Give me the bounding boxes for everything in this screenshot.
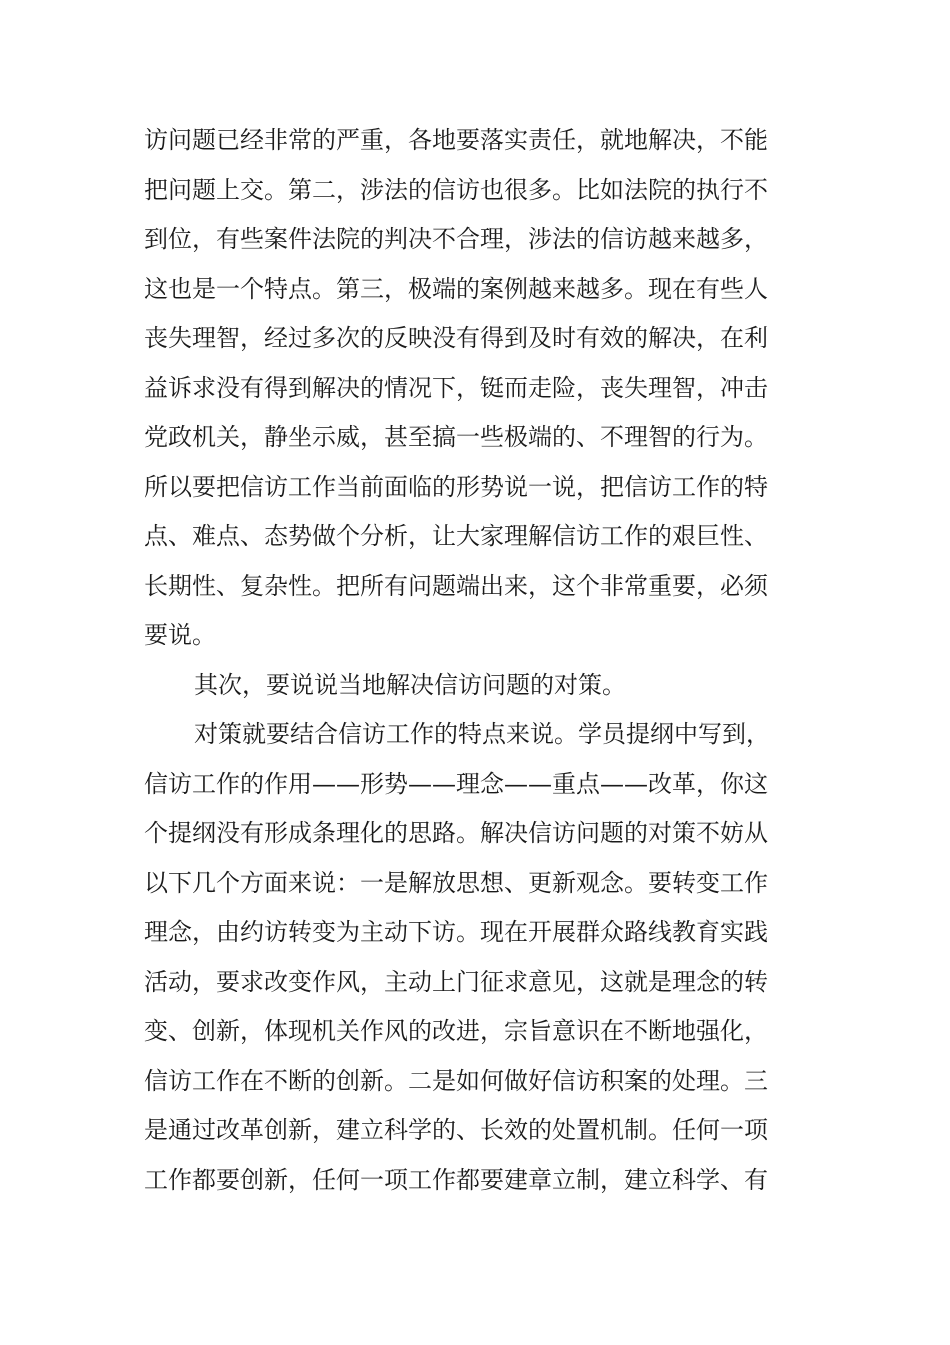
text-line: 信访工作在不断的创新。二是如何做好信访积案的处理。三 — [144, 1066, 768, 1095]
text-line: 个提纲没有形成条理化的思路。解决信访问题的对策不妨从 — [144, 819, 768, 847]
paragraph-3 — [144, 710, 770, 1205]
text-line: 党政机关，静坐示威，甚至搞一些极端的、不理智的行为。 — [144, 423, 768, 451]
text-line: 丧失理智，经过多次的反映没有得到及时有效的解决，在利 — [144, 324, 768, 352]
text-line: 长期性、复杂性。把所有问题端出来，这个非常重要，必须 — [144, 571, 768, 600]
text-line: 信访工作的作用——形势——理念——重点——改革，你这 — [144, 769, 768, 798]
text-line: 对策就要结合信访工作的特点来说。学员提纲中写到， — [194, 720, 770, 748]
text-line: 到位，有些案件法院的判决不合理，涉法的信访越来越多， — [144, 225, 768, 253]
text-line: 所以要把信访工作当前面临的形势说一说，把信访工作的特 — [144, 472, 768, 501]
text-line: 以下几个方面来说：一是解放思想、更新观念。要转变工作 — [144, 868, 768, 897]
text-line: 把问题上交。第二，涉法的信访也很多。比如法院的执行不 — [144, 175, 768, 204]
paragraph-2 — [144, 661, 740, 711]
text-line: 点、难点、态势做个分析，让大家理解信访工作的艰巨性、 — [144, 522, 768, 550]
paragraph-1 — [144, 116, 768, 661]
document-body — [144, 116, 770, 1205]
text-line: 这也是一个特点。第三，极端的案例越来越多。现在有些人 — [144, 274, 768, 303]
text-line: 其次，要说说当地解决信访问题的对策。 — [194, 670, 626, 699]
text-line: 变、创新，体现机关作风的改进，宗旨意识在不断地强化， — [144, 1017, 768, 1045]
text-line: 工作都要创新，任何一项工作都要建章立制，建立科学、有 — [144, 1165, 768, 1194]
text-line: 理念，由约访转变为主动下访。现在开展群众路线教育实践 — [144, 918, 768, 946]
text-line: 活动，要求改变作风，主动上门征求意见，这就是理念的转 — [144, 967, 768, 996]
text-line: 益诉求没有得到解决的情况下，铤而走险，丧失理智，冲击 — [144, 373, 768, 402]
text-line: 是通过改革创新，建立科学的、长效的处置机制。任何一项 — [144, 1116, 768, 1144]
text-line: 要说。 — [144, 621, 216, 649]
text-line: 访问题已经非常的严重，各地要落实责任，就地解决，不能 — [144, 126, 768, 154]
